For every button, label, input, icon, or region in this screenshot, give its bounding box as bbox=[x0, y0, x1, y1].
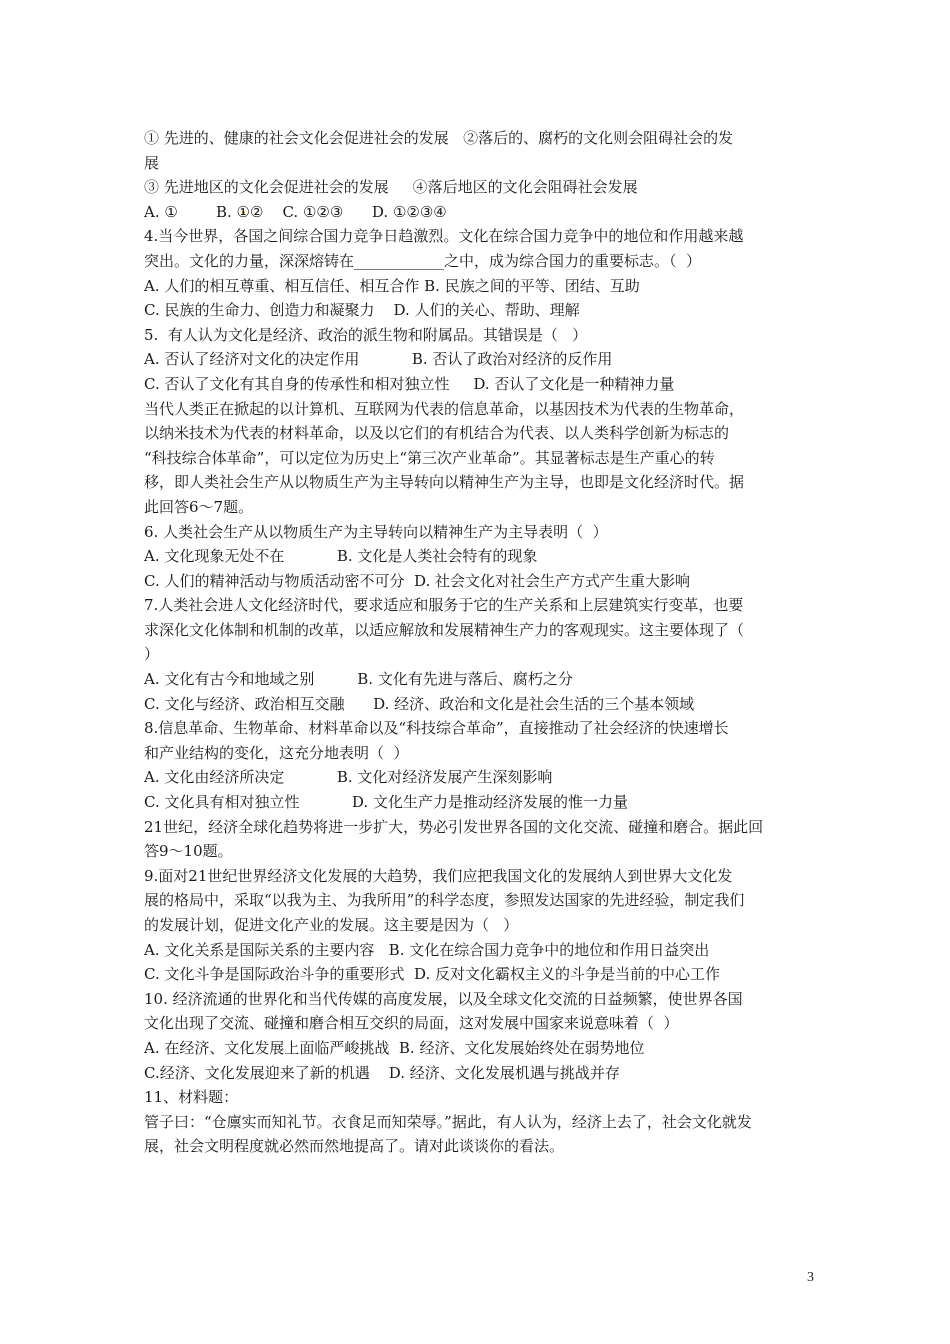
text-line: 文化出现了交流、碰撞和磨合相互交织的局面，这对发展中国家来说意味着（ ） bbox=[144, 1014, 679, 1033]
page-number: 3 bbox=[807, 1270, 814, 1285]
text-line: A. 在经济、文化发展上面临严峻挑战 B. 经济、文化发展始终处在弱势地位 bbox=[144, 1038, 645, 1057]
text-line: 求深化文化体制和机制的改革，以适应解放和发展精神生产力的客观现实。这主要体现了（ bbox=[144, 620, 745, 639]
text-line: ③ 先进地区的文化会促进社会的发展 ④落后地区的文化会阻碍社会发展 bbox=[144, 178, 638, 197]
text-line: A. 文化有古今和地域之别 B. 文化有先进与落后、腐朽之分 bbox=[144, 670, 573, 689]
text-line: 6. 人类社会生产从以物质生产为主导转向以精神生产为主导表明（ ） bbox=[144, 522, 608, 541]
text-line: A. ① B. ①② C. ①②③ D. ①②③④ bbox=[144, 202, 447, 221]
text-line: C. 否认了文化有其自身的传承性和相对独立性 D. 否认了文化是一种精神力量 bbox=[144, 374, 675, 393]
text-line: ① 先进的、健康的社会文化会促进社会的发展 ②落后的、腐朽的文化则会阻碍社会的发 bbox=[144, 129, 734, 147]
text-line: 展，社会文明程度就必然而然地提高了。请对此谈谈你的看法。 bbox=[144, 1137, 565, 1156]
text-line: 11、材料题： bbox=[144, 1088, 239, 1107]
text-line: “科技综合体革命”，可以定位为历史上“第三次产业革命”。其显著标志是生产重心的转 bbox=[144, 448, 715, 467]
text-line: A. 文化现象无处不在 B. 文化是人类社会特有的现象 bbox=[144, 547, 538, 566]
text-line: 21世纪，经济全球化趋势将进一步扩大，势必引发世界各国的文化交流、碰撞和磨合。据此回 bbox=[144, 817, 764, 836]
text-line: A. 文化关系是国际关系的主要内容 B. 文化在综合国力竞争中的地位和作用日益突出 bbox=[144, 940, 710, 959]
text-line: C. 文化斗争是国际政治斗争的重要形式 D. 反对文化霸权主义的斗争是当前的中心工作 bbox=[144, 965, 721, 984]
text-line: 当代人类正在掀起的以计算机、互联网为代表的信息革命，以基因技术为代表的生物革命， bbox=[144, 399, 745, 418]
text-line: C.经济、文化发展迎来了新的机遇 D. 经济、文化发展机遇与挑战并存 bbox=[144, 1063, 620, 1082]
text-line: ） bbox=[144, 645, 160, 664]
text-line: C. 文化具有相对独立性 D. 文化生产力是推动经济发展的惟一力量 bbox=[144, 793, 628, 812]
text-line: C. 民族的生命力、创造力和凝聚力 D. 人们的关心、帮助、理解 bbox=[144, 301, 580, 320]
text-line: 和产业结构的变化，这充分地表明（ ） bbox=[144, 743, 409, 762]
text-line: 管子曰：“仓廪实而知礼节。衣食足而知荣辱。”据此，有人认为，经济上去了，社会文化就发 bbox=[144, 1112, 752, 1131]
text-line: C. 文化与经济、政治相互交融 D. 经济、政治和文化是社会生活的三个基本领域 bbox=[144, 694, 695, 713]
text-line: 5. 有人认为文化是经济、政治的派生物和附属品。其错误是（ ） bbox=[144, 325, 588, 344]
text-line: A. 否认了经济对文化的决定作用 B. 否认了政治对经济的反作用 bbox=[144, 350, 613, 369]
text-line: 以纳米技术为代表的材料革命，以及以它们的有机结合为代表、以人类科学创新为标志的 bbox=[144, 424, 730, 443]
text-line: 展 bbox=[144, 153, 160, 172]
text-line: 9.面对21世纪世界经济文化发展的大趋势，我们应把我国文化的发展纳人到世界大文化发 bbox=[144, 866, 733, 885]
text-line: 展的格局中，采取“以我为主、为我所用”的科学态度，参照发达国家的先进经验，制定我们 bbox=[144, 891, 745, 910]
text-line: 的发展计划，促进文化产业的发展。这主要是因为（ ） bbox=[144, 916, 519, 934]
text-line: 4.当今世界，各国之间综合国力竞争日趋激烈。文化在综合国力竞争中的地位和作用越来越 bbox=[144, 227, 744, 246]
text-line: 移，即人类社会生产从以物质生产为主导转向以精神生产为主导，也即是文化经济时代。据 bbox=[144, 473, 745, 492]
text-line: 此回答6～7题。 bbox=[144, 497, 254, 516]
document-body bbox=[144, 126, 812, 1159]
text-line: A. 文化由经济所决定 B. 文化对经济发展产生深刻影响 bbox=[144, 768, 553, 787]
text-line: 10. 经济流通的世界化和当代传媒的高度发展，以及全球文化交流的日益频繁，使世界各国 bbox=[144, 989, 743, 1008]
text-line: 答9～10题。 bbox=[144, 842, 233, 861]
text-line: 7.人类社会进人文化经济时代，要求适应和服务于它的生产关系和上层建筑实行变革，也要 bbox=[144, 596, 744, 615]
text-line: A. 人们的相互尊重、相互信任、相互合作 B. 民族之间的平等、团结、互助 bbox=[144, 276, 640, 295]
text-line: C. 人们的精神活动与物质活动密不可分 D. 社会文化对社会生产方式产生重大影响 bbox=[144, 571, 691, 590]
text-line: 突出。文化的力量，深深熔铸在____________之中，成为综合国力的重要标志。（ ） bbox=[144, 251, 702, 270]
text-line: 8.信息革命、生物革命、材料革命以及“科技综合革命”，直接推动了社会经济的快速增长 bbox=[144, 719, 729, 738]
